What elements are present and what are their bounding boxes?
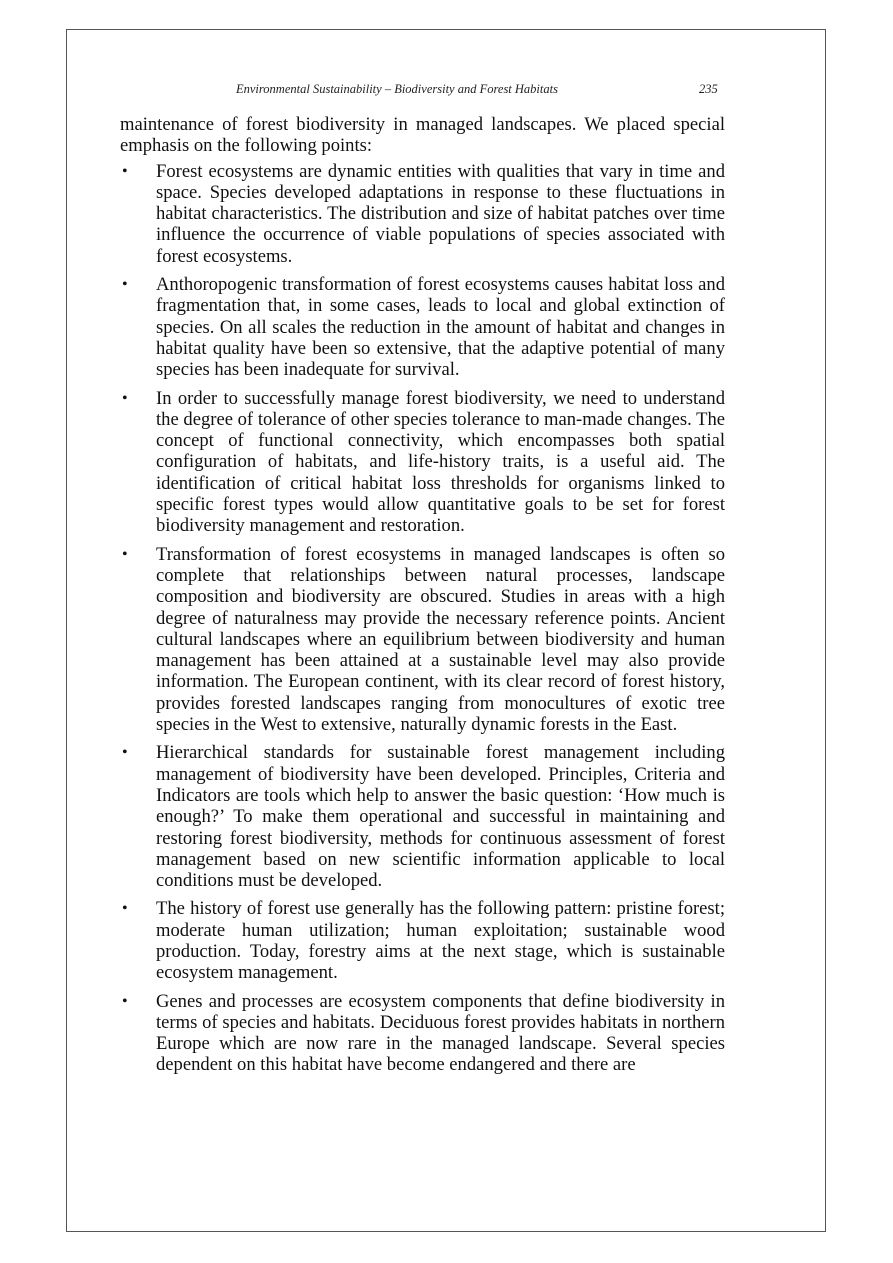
running-title: Environmental Sustainability – Biodiversity and Forest Habitats: [236, 82, 558, 96]
body-text: [120, 114, 725, 1083]
bullet-icon: •: [122, 545, 128, 563]
bullet-item: [120, 898, 725, 983]
bullet-item: [120, 991, 725, 1076]
bullet-icon: •: [122, 389, 128, 407]
bullet-list: [120, 161, 725, 1076]
bullet-item: [120, 274, 725, 380]
bullet-icon: •: [122, 162, 128, 180]
bullet-text: Anthoropogenic transformation of forest ecosystems causes habitat loss and fragmentation that, in some cases, leads to local and global extinction of species. On all scales the reduction in the amount of habitat and changes in habitat quality have been so extensive, that the adaptive potential of many species has been inadequate for survival.: [156, 274, 725, 381]
bullet-text: Hierarchical standards for sustainable forest management including management of biodiversity have been developed. Principles, Criteria and Indicators are tools which help to answer the basic question: ‘How much is enough?’ To make them operational and successful in maintaining and restoring forest biodiversity, methods for continuous assessment of forest management based on new scientific information applicable to local conditions must be developed.: [156, 742, 725, 892]
running-header: [67, 82, 827, 102]
page-number: 235: [699, 82, 718, 96]
bullet-item: [120, 544, 725, 736]
bullet-text: Transformation of forest ecosystems in managed landscapes is often so complete that relationships between natural processes, landscape composition and biodiversity are obscured. Studies in areas with a high degree of naturalness may provide the necessary reference points. Ancient cultural landscapes where an equilibrium between biodiversity and human management has been attained at a sustainable level may also provide information. The European continent, with its clear record of forest history, provides forested landscapes ranging from monocultures of exotic tree species in the West to extensive, naturally dynamic forests in the East.: [156, 543, 725, 736]
bullet-icon: •: [122, 992, 128, 1010]
bullet-text: Forest ecosystems are dynamic entities with qualities that vary in time and space. Species developed adaptations in response to these fluctuations in habitat characteristics. The distribution and size of habitat patches over time influence the occurrence of viable populations of species associated with forest ecosystems.: [156, 160, 725, 267]
bullet-text: Genes and processes are ecosystem components that define biodiversity in terms of species and habitats. Deciduous forest provides habitats in northern Europe which are now rare in the managed landscape. Several species dependent on this habitat have become endangered and there are: [156, 990, 725, 1076]
page-frame: [66, 29, 826, 1232]
bullet-item: [120, 388, 725, 537]
bullet-text: The history of forest use generally has the following pattern: pristine forest; moderate human utilization; human exploitation; sustainable wood production. Today, forestry aims at the next stage, which is sustainable ecosystem management.: [156, 898, 725, 984]
bullet-icon: •: [122, 744, 128, 762]
bullet-item: [120, 742, 725, 891]
intro-paragraph: maintenance of forest biodiversity in managed landscapes. We placed special emphasis on the following points:: [120, 114, 725, 157]
bullet-icon: •: [122, 900, 128, 918]
bullet-text: In order to successfully manage forest biodiversity, we need to understand the degree of tolerance of other species tolerance to man-made changes. The concept of functional connectivity, which encompasses both spatial configuration of habitats, and life-history traits, is a useful aid. The identification of critical habitat loss thresholds for organisms linked to specific forest types would allow quantitative goals to be set for forest biodiversity management and restoration.: [156, 387, 725, 537]
bullet-item: [120, 161, 725, 267]
bullet-icon: •: [122, 276, 128, 294]
